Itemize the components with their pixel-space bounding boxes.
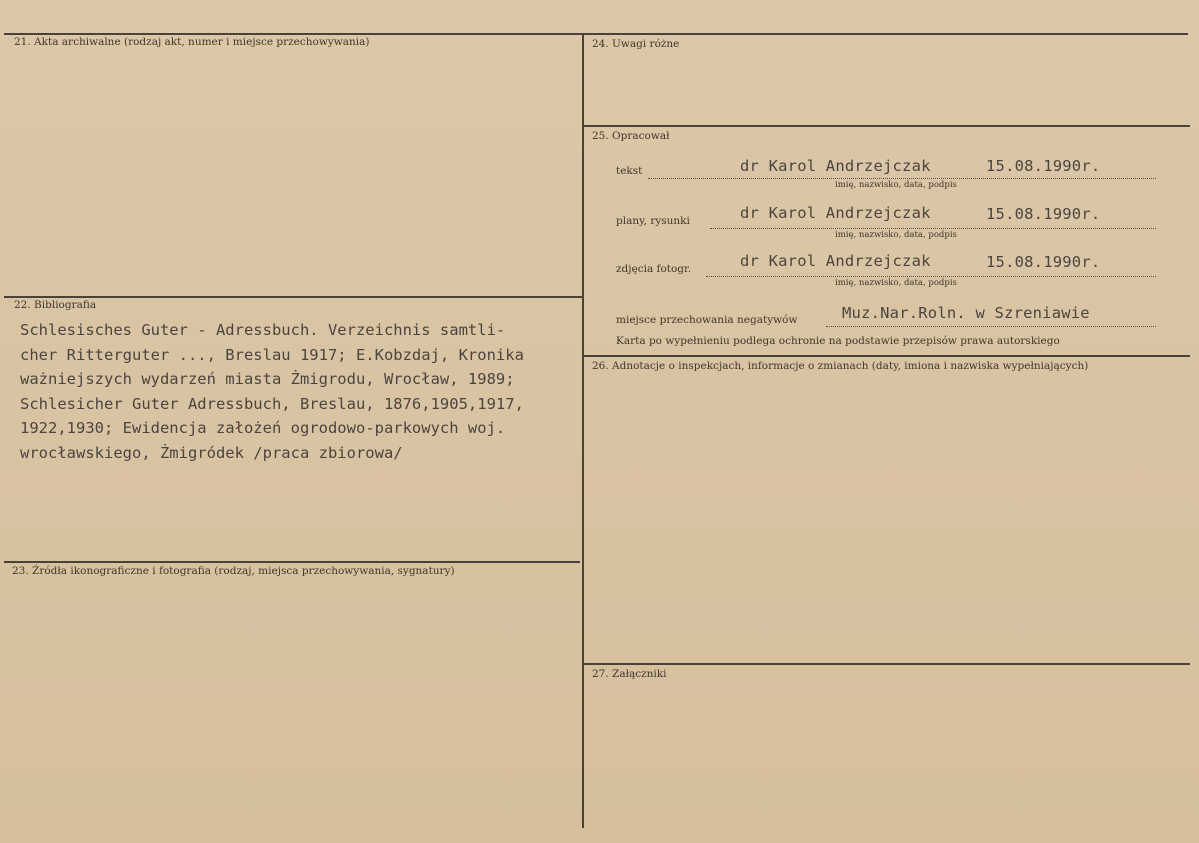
rule-23 [4, 561, 580, 563]
prepared-plans-caption: imię, nazwisko, data, podpis [835, 230, 957, 240]
section-27-label: 27. Załączniki [592, 668, 667, 680]
prepared-text-line [648, 178, 1156, 179]
bibliography-text [20, 318, 580, 465]
bibliography-line: Schlesisches Guter - Adressbuch. Verzeichnis samtli- [20, 321, 506, 339]
prepared-photos-caption: imię, nazwisko, data, podpis [835, 278, 957, 288]
prepared-photos-line [706, 276, 1156, 277]
rule-27 [584, 663, 1190, 665]
rule-26 [584, 355, 1190, 357]
copyright-note: Karta po wypełnieniu podlega ochronie na podstawie przepisów prawa autorskiego [616, 335, 1060, 347]
bibliography-line: 1922,1930; Ewidencja założeń ogrodowo-parkowych woj. [20, 419, 506, 437]
prepared-photos-date: 15.08.1990r. [986, 253, 1101, 271]
prepared-text-date: 15.08.1990r. [986, 157, 1101, 175]
rule-25 [584, 125, 1190, 127]
prepared-plans-date: 15.08.1990r. [986, 205, 1101, 223]
bibliography-line: Schlesicher Guter Adressbuch, Breslau, 1876,1905,1917, [20, 394, 524, 413]
negatives-value: Muz.Nar.Roln. w Szreniawie [842, 304, 1090, 322]
section-21-label: 21. Akta archiwalne (rodzaj akt, numer i miejsce przechowywania) [14, 36, 370, 48]
section-25-label: 25. Opracował [592, 130, 670, 142]
center-divider [582, 33, 584, 828]
prepared-text-name: dr Karol Andrzejczak [740, 157, 931, 175]
prepared-text-caption: imię, nazwisko, data, podpis [835, 180, 957, 190]
prepared-text-label: tekst [616, 165, 643, 177]
bibliography-line: cher Ritterguter ..., Breslau 1917; E.Kobzdaj, Kronika [20, 345, 524, 364]
section-23-label: 23. Źródła ikonograficzne i fotografia (rodzaj, miejsca przechowywania, sygnatury) [12, 565, 455, 577]
prepared-plans-line [710, 228, 1156, 229]
prepared-plans-label: plany, rysunki [616, 215, 690, 227]
prepared-photos-label: zdjęcia fotogr. [616, 263, 692, 275]
bibliography-line: wrocławskiego, Żmigródek /praca zbiorowa/ [20, 443, 403, 462]
prepared-plans-name: dr Karol Andrzejczak [740, 204, 931, 222]
negatives-label: miejsce przechowania negatywów [616, 314, 798, 326]
section-24-label: 24. Uwagi różne [592, 38, 680, 50]
rule-22 [4, 296, 582, 298]
section-22-label: 22. Bibliografia [14, 299, 97, 311]
bibliography-line: ważniejszych wydarzeń miasta Żmigrodu, Wrocław, 1989; [20, 370, 515, 388]
prepared-photos-name: dr Karol Andrzejczak [740, 252, 931, 270]
negatives-line [826, 326, 1156, 327]
top-rule [4, 33, 1188, 35]
section-26-label: 26. Adnotacje o inspekcjach, informacje o zmianach (daty, imiona i nazwiska wypełniających) [592, 360, 1089, 372]
